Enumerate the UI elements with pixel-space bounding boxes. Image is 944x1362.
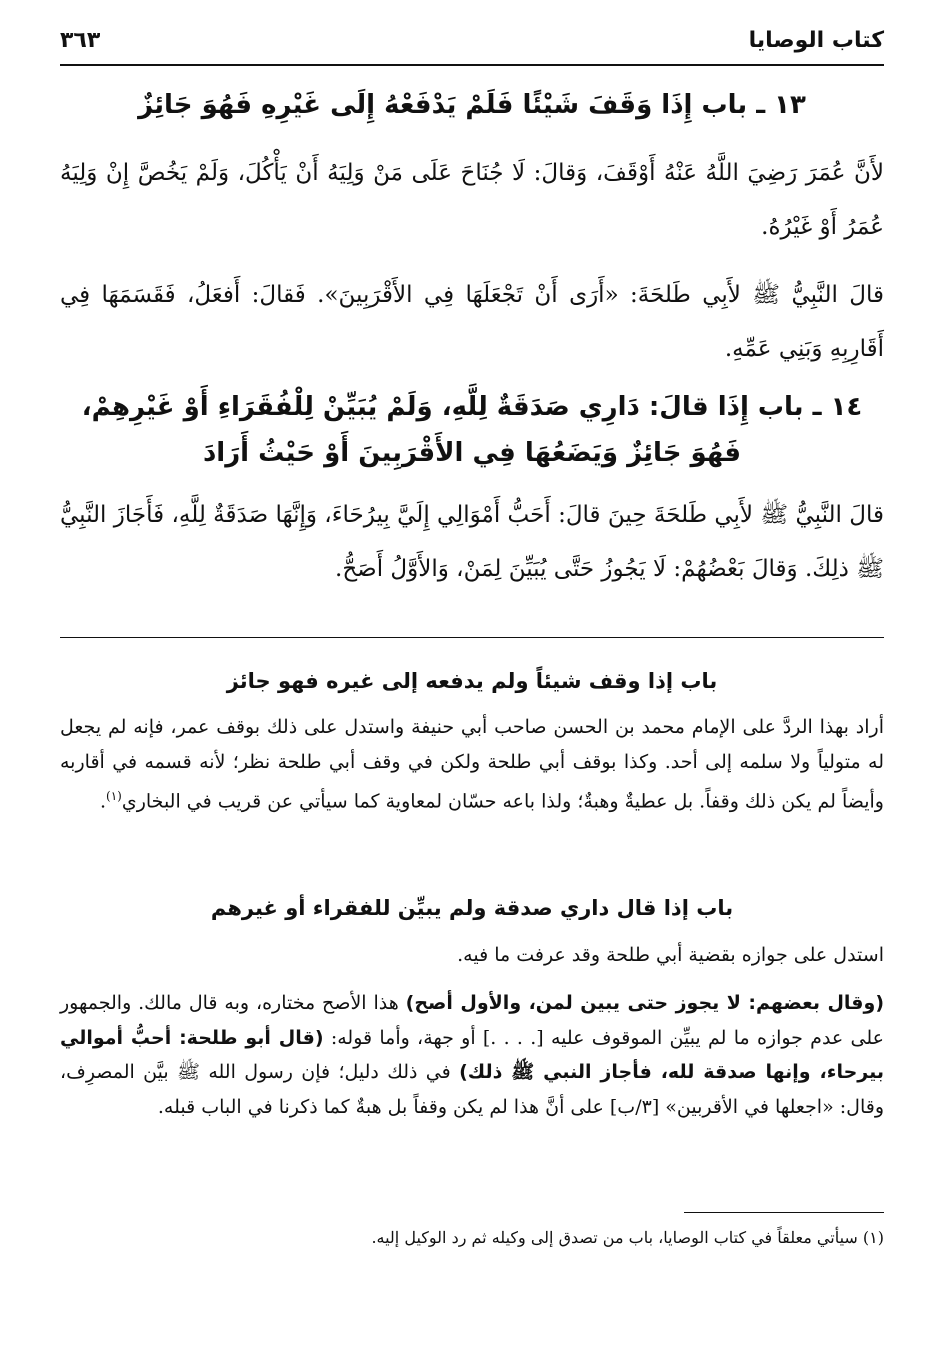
matn-paragraph: قالَ النَّبِيُّ ﷺ لأَبِي طَلحَةَ: «أَرَى أَنْ تَجْعَلَهَا فِي الأَقْرَبِينَ». فَقالَ: أَفعَلُ، فَقَسَمَهَا فِي أَقَارِبِهِ وَبَنِي عَمِّهِ. (60, 282, 884, 362)
footnote-reference: (١) (106, 789, 122, 803)
footnote-text: سيأتي معلقاً في كتاب الوصايا، باب من تصدق إلى وكيله ثم رد الوكيل إليه. (371, 1228, 858, 1247)
book-title: كتاب الوصايا (748, 28, 884, 53)
matn-paragraph: قالَ النَّبِيُّ ﷺ لأَبِي طَلحَةَ حِينَ قالَ: أَحَبُّ أَمْوَالِي إِلَيَّ بِيرُحَاءَ، وَإِنَّهَا صَدَقَةٌ لِلَّهِ، فَأَجَازَ النَّبِيُّ ﷺ ذلِكَ. وَقالَ بَعْضُهُمْ: لَا يَجُوزُ حَتَّى يُبَيِّنَ لِمَنْ، وَالأَوَّلُ أَصَحُّ. (60, 502, 884, 582)
page-number: ٣٦٣ (60, 28, 101, 53)
quoted-matn: (قال أبو طلحة: أحبُّ أموالي بيرحاء، وإنها صدقة لله، فأجاز النبي ﷺ ذلك) (60, 1026, 884, 1083)
matn-heading-13 (60, 82, 884, 128)
sharh-paragraph: أراد بهذا الردَّ على الإمام محمد بن الحسن صاحب أبي حنيفة واستدل على ذلك بوقف عمر، فإنه لم يجعل له متولياً ولا سلمه إلى أحد. وكذا بوقف أبي طلحة ولكن في وقف أبي طلحة نظر؛ لأنه قسمه في أقاربه وأيضاً لم يكن ذلك وقفاً. بل عطيةٌ وهبةٌ؛ ولذا باعه حسّان لمعاوية كما سيأتي عن قريب في البخاري$^{(١)}$. (60, 716, 884, 813)
chapter-heading-line: فَهُوَ جَائِزٌ وَيَضَعُهَا فِي الأَقْرَبِينَ أَوْ حَيْثُ أَرَادَ (202, 438, 742, 468)
quoted-matn: (وقال بعضهم: لا يجوز حتى يبين لمن، والأول أصح) (405, 992, 884, 1014)
matn-heading-14 (60, 384, 884, 476)
footnote (60, 1224, 884, 1252)
sharh-heading: باب إذا قال داري صدقة ولم يبيِّن للفقراء أو غيرهم (210, 896, 734, 920)
matn-paragraph: لأَنَّ عُمَرَ رَضِيَ اللَّهُ عَنْهُ أَوْقَفَ، وَقالَ: لَا جُنَاحَ عَلَى مَنْ وَلِيَهُ أَنْ يَأْكُلَ، وَلَمْ يَخُصَّ إِنْ وَلِيَهُ عُمَرُ أَوْ غَيْرُهُ. (60, 160, 884, 240)
page-header (60, 26, 884, 66)
sharh-paragraph: (وقال بعضهم: لا يجوز حتى يبين لمن، والأول أصح) هذا الأصح مختاره، وبه قال مالك. والجمهور على عدم جوازه ما لم يبيِّن الموقوف عليه [. . . .] أو جهة، وأما قوله: (قال أبو طلحة: أحبُّ أموالي بيرحاء، وإنها صدقة لله، فأجاز النبي ﷺ ذلك) في ذلك دليل؛ فإن رسول الله ﷺ بيَّن المصرِف، وقال: «اجعلها في الأقربين» [٣/ب] على أنَّ هذا لم يكن وقفاً بل هبةٌ كما ذكرنا في الباب قبله. (60, 992, 884, 1118)
sharh-heading: باب إذا وقف شيئاً ولم يدفعه إلى غيره فهو جائز (226, 669, 718, 693)
sharh-paragraph: استدل على جوازه بقضية أبي طلحة وقد عرفت ما فيه. (457, 944, 884, 966)
chapter-heading-line: ١٤ ـ باب إِذَا قالَ: دَارِي صَدَقَةٌ لِلَّهِ، وَلَمْ يُبَيِّنْ لِلْفُقَرَاءِ أَوْ غَيْرِهِمْ، (81, 392, 863, 422)
footnote-number: (١) (862, 1228, 884, 1247)
chapter-heading: ١٣ ـ باب إِذَا وَقَفَ شَيْئًا فَلَمْ يَدْفَعْهُ إِلَى غَيْرِهِ فَهُوَ جَائِزٌ (138, 90, 806, 120)
footnote-divider (684, 1212, 884, 1213)
section-divider (60, 637, 884, 638)
